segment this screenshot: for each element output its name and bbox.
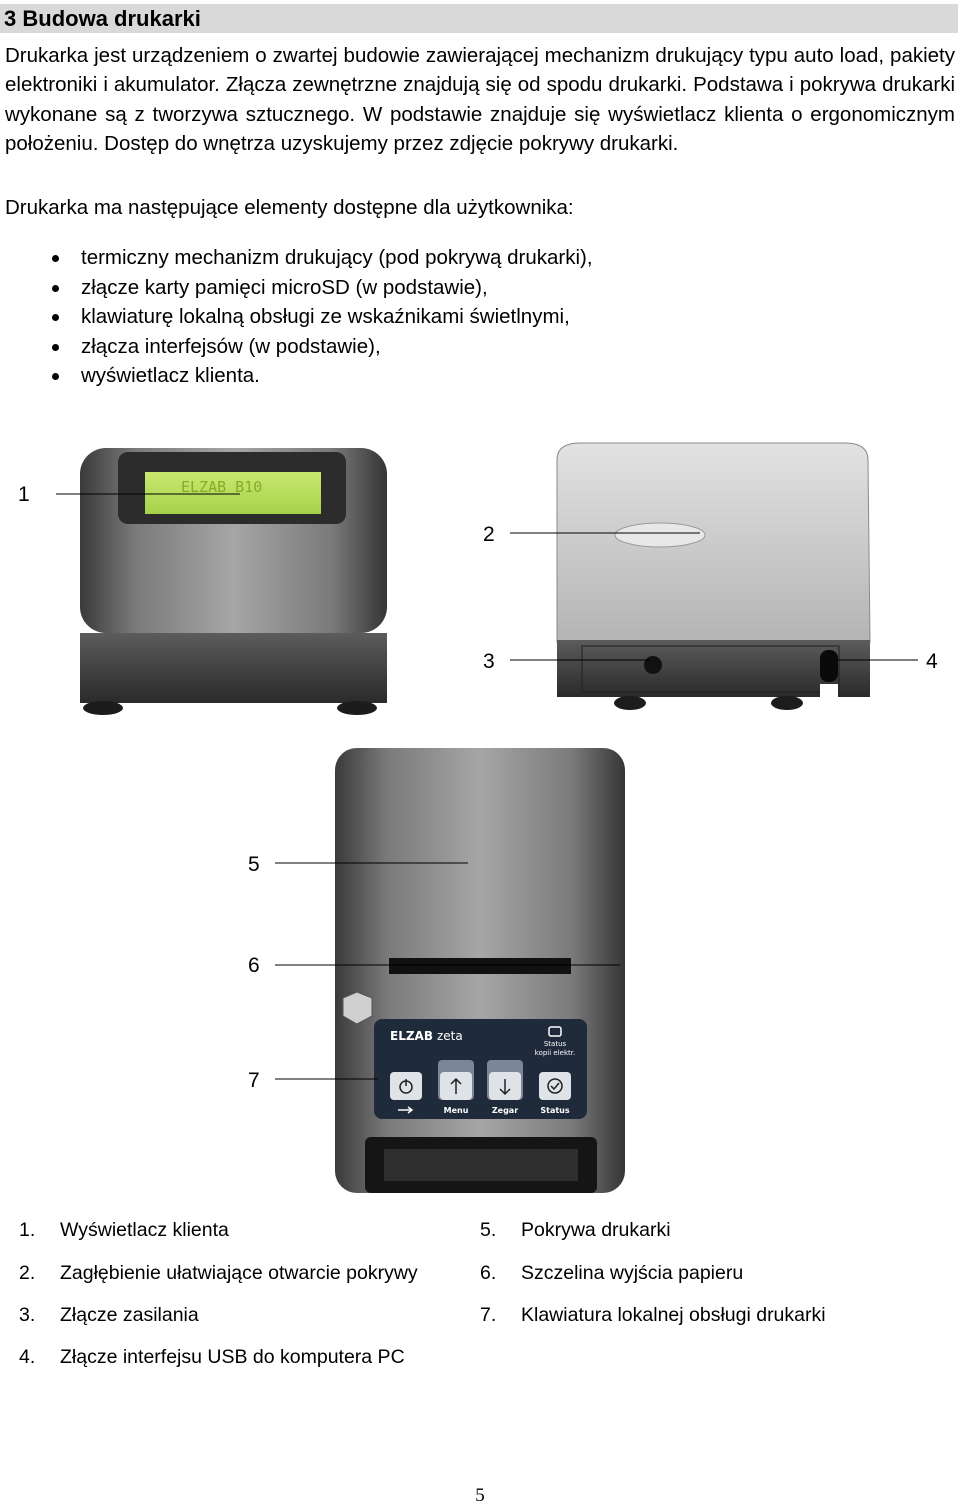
cover-recess: [615, 523, 705, 547]
status-note-1: Status: [543, 1040, 567, 1048]
printer-top-view: [335, 748, 625, 1193]
list-item: złącza interfejsów (w podstawie),: [0, 332, 593, 362]
list-item: złącze karty pamięci microSD (w podstawie),: [0, 273, 593, 303]
status-key[interactable]: [539, 1072, 571, 1100]
power-key[interactable]: [390, 1072, 422, 1100]
keypad-brand: ELZAB: [390, 1029, 433, 1043]
list-item: klawiaturę lokalną obsługi ze wskaźnikami świetlnymi,: [0, 302, 593, 332]
printer-figure: [0, 430, 960, 1210]
paper-exit-slot: [389, 958, 571, 974]
callout-3: 3: [483, 650, 495, 673]
callout-1: 1: [18, 483, 30, 506]
page-number: 5: [475, 1485, 485, 1506]
display-text: ELZAB B10: [181, 478, 263, 496]
keypad-model: zeta: [437, 1029, 463, 1043]
elements-list: [0, 243, 593, 391]
printer-front-view: [80, 448, 387, 715]
intro-paragraph: Drukarka jest urządzeniem o zwartej budowie zawierającej mechanizm drukujący typu auto load, pakiety elektroniki i akumulator. Złącza zewnętrzne znajdują się od spodu drukarki. Podstawa i pokrywa drukarki wykonane są z tworzywa sztucznego. W podstawie znajduje się wyświetlacz klienta o ergonomicznym położeniu. Dostęp do wnętrza uzyskujemy przez zdjęcie pokrywy drukarki.: [5, 44, 955, 155]
elements-lead: Drukarka ma następujące elementy dostępne dla użytkownika:: [5, 196, 574, 219]
menu-key-label: Menu: [443, 1106, 469, 1115]
menu-key[interactable]: [440, 1072, 472, 1100]
status-note-2: kopii elektr.: [534, 1049, 576, 1057]
list-item: wyświetlacz klienta.: [0, 361, 593, 391]
list-item: termiczny mechanizm drukujący (pod pokrywą drukarki),: [0, 243, 593, 273]
clock-key[interactable]: [489, 1072, 521, 1100]
section-title: Budowa drukarki: [22, 6, 201, 31]
callout-6: 6: [248, 954, 260, 977]
status-key-label: Status: [540, 1106, 570, 1115]
clock-key-label: Zegar: [491, 1106, 519, 1115]
power-connector: [644, 656, 662, 674]
section-number: 3: [4, 6, 17, 31]
callout-5: 5: [248, 853, 260, 876]
section-heading: [0, 4, 958, 33]
usb-connector: [820, 650, 838, 682]
printer-rear-view: [557, 443, 870, 710]
callout-7: 7: [248, 1069, 260, 1092]
callout-4: 4: [926, 650, 938, 673]
callout-2: 2: [483, 523, 495, 546]
